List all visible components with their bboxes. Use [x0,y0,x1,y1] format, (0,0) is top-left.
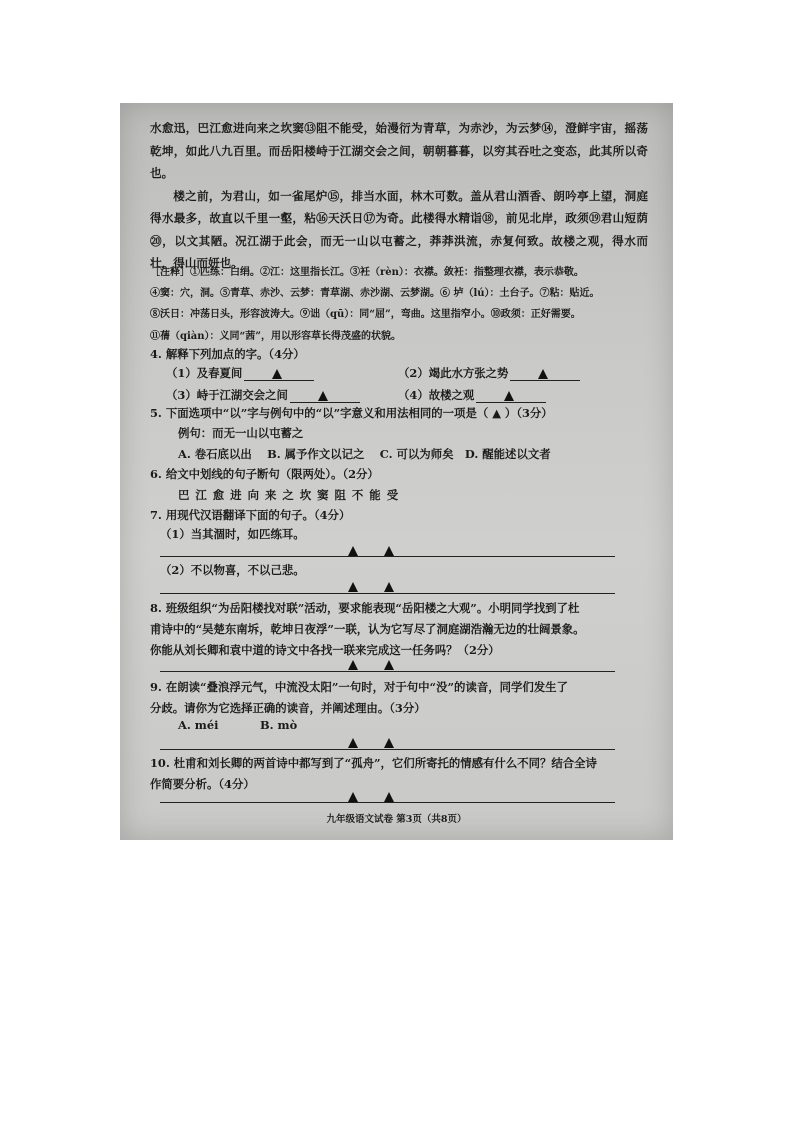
triangle-marker-icon [384,738,394,748]
question-8-line-1: 8. 班级组织“为岳阳楼找对联”活动，要求能表现“岳阳楼之大观”。小明同学找到了杜 [150,601,580,615]
answer-line[interactable] [160,671,615,672]
answer-blank[interactable] [476,390,546,403]
triangle-marker-icon [348,738,358,748]
answer-markers [348,791,398,802]
question-4-stem: 4. 解释下列加点的字。（4分） [150,347,305,361]
triangle-marker-icon [348,582,358,592]
question-4-item-4 [398,387,546,403]
item-text: （3）峙于江湖交会之间 [166,388,288,402]
answer-line[interactable] [160,802,615,803]
question-7-sentence-2: （2）不以物喜，不以己悲。 [160,563,305,577]
question-4-item-1 [166,365,314,381]
answer-blank[interactable] [244,368,314,381]
question-4-item-3 [166,387,360,403]
triangle-marker-icon [348,660,358,670]
triangle-marker-icon [384,660,394,670]
note-line: ④窦：穴，洞。⑤青草、赤沙、云梦：青草湖、赤沙湖、云梦湖。⑥ 垆（lú）：土台子。⑦粘：贴近。 [150,288,600,300]
question-5-example: 例句：而无一山以屯蓄之 [178,426,304,440]
question-7-stem: 7. 用现代汉语翻译下面的句子。（4分） [150,508,351,522]
triangle-marker-icon [538,369,548,379]
page-footer: 九年级语文试卷 第3页（共8页） [326,814,467,825]
answer-markers [348,659,398,670]
passage-paragraph-1: 水愈迅，巴江愈进向来之坎窦⑬阻不能受，始漫衍为青草，为赤沙，为云梦⑭，澄鲜宇宙，摇荡乾坤，如此八九百里。而岳阳楼峙于江湖交会之间，朝朝暮暮，以穷其吞吐之变态，此其所以奇也。 [150,121,648,180]
question-9-line-2: 分歧。请你为它选择正确的读音，并阐述理由。（3分） [150,701,426,715]
triangle-marker-icon [318,391,328,401]
question-6-sentence: 巴江愈进向来之坎窦阻不能受 [178,488,405,502]
question-10-line-2: 作简要分析。（4分） [150,777,255,791]
passage-paragraph-2: 楼之前，为君山，如一雀尾炉⑮，排当水面，林木可数。盖从君山酒香、朗吟亭上望，洞庭得水最多，故直以千里一壑，粘⑯天沃日⑰为奇。此楼得水精诣⑱，前见北岸，政须⑲君山短荫⑳，以文其陋。况江湖于此会，而无一山以屯蓄之，莽莽洪流，赤复何致。故楼之观，得水而壮，得山而妍也。 [150,188,648,270]
question-9-line-1: 9. 在朗读“叠浪浮元气，中流没太阳”一句时，对于句中“没”的读音，同学们发生了 [150,680,568,694]
answer-markers [348,737,398,748]
answer-blank[interactable] [290,390,360,403]
answer-line[interactable] [160,556,615,557]
question-5-stem: 5. 下面选项中“以”字与例句中的“以”字意义和用法相同的一项是（ ▲ ）（3分） [150,406,553,420]
note-line: ［注释］①匹练：白绢。②江：这里指长江。③衽（rèn）：衣襟。敛衽：指整理衣襟，表示恭敬。 [150,267,584,278]
annotations [150,262,648,347]
answer-markers [348,545,398,556]
question-8-line-3: 你能从刘长卿和袁中道的诗文中各找一联来完成这一任务吗？（2分） [150,643,500,657]
question-4-item-2 [398,365,580,381]
question-9-option-b[interactable]: B. mò [260,718,298,732]
note-line: ⑧沃日：冲荡日头，形容波涛大。⑨诎（qū）：同“屈”，弯曲。这里指窄小。⑩政须：正好需要。 [150,309,581,321]
reading-passage [150,117,648,275]
question-6-stem: 6. 给文中划线的句子断句（限两处）。（2分） [150,467,379,481]
answer-line[interactable] [160,593,615,594]
question-9-option-a[interactable]: A. méi [178,718,219,732]
question-8-line-2: 甫诗中的“吴楚东南坼，乾坤日夜浮”一联，认为它写尽了洞庭湖浩瀚无边的壮阔景象。 [150,622,585,636]
triangle-marker-icon [272,369,282,379]
triangle-marker-icon [384,546,394,556]
triangle-marker-icon [348,546,358,556]
answer-line[interactable] [160,749,615,750]
triangle-marker-icon [504,391,514,401]
question-7-sentence-1: （1）当其涸时，如匹练耳。 [160,527,305,541]
triangle-marker-icon [348,792,358,802]
item-text: （2）竭此水方张之势 [398,366,509,380]
question-10-line-1: 10. 杜甫和刘长卿的两首诗中都写到了“孤舟”，它们所寄托的情感有什么不同？结合全诗 [150,756,597,770]
triangle-marker-icon [384,792,394,802]
question-5-options: A. 卷石底以出 B. 属予作文以记之 C. 可以为师矣 D. 醒能述以文者 [178,447,551,461]
triangle-marker-icon [384,582,394,592]
answer-blank[interactable] [510,368,580,381]
item-text: （1）及春夏间 [166,366,243,380]
item-text: （4）故楼之观 [398,388,475,402]
scanned-exam-page [120,103,673,840]
note-line: ⑪蒨（qiàn）：义同“茜”，用以形容草长得茂盛的状貌。 [150,330,402,342]
answer-markers [348,581,398,592]
